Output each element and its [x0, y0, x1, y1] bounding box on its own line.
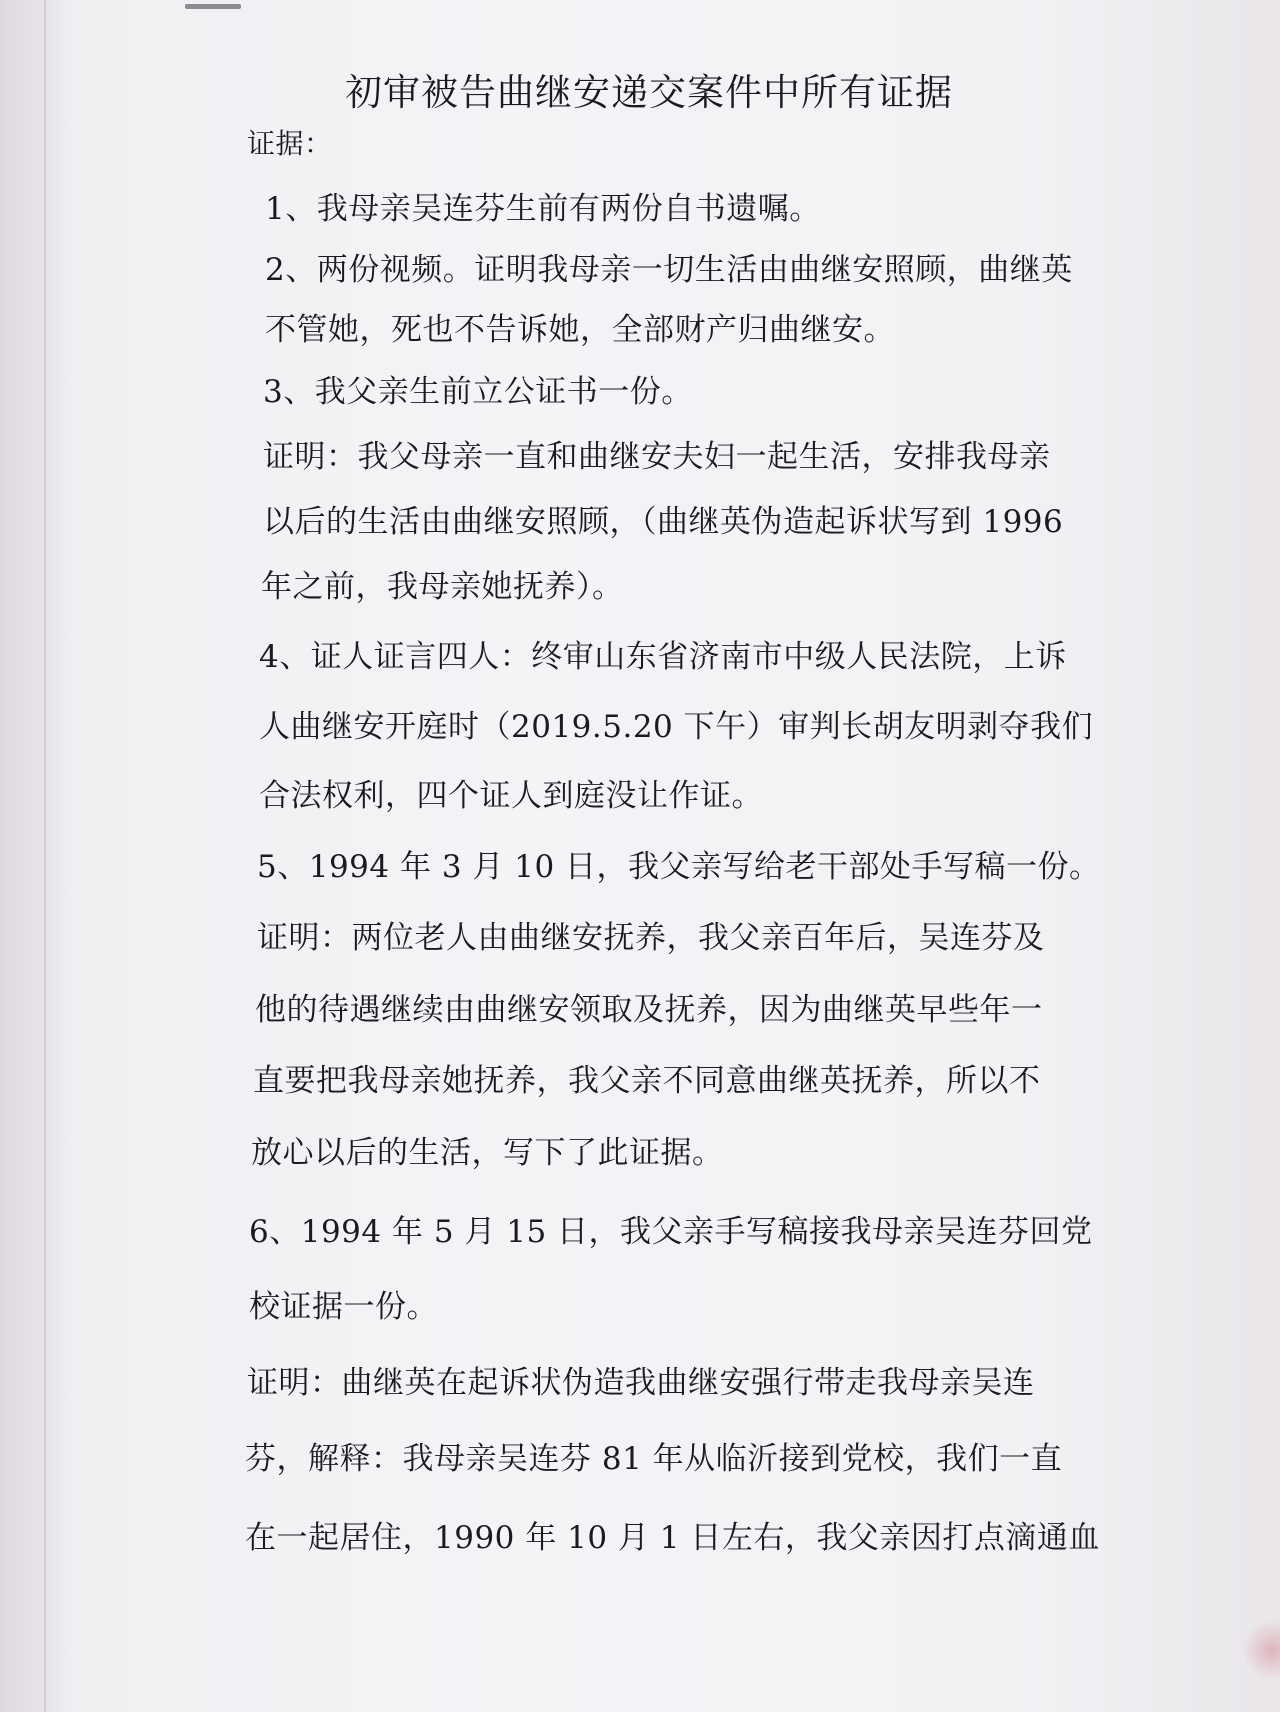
document-title: 初审被告曲继安递交案件中所有证据 — [345, 71, 953, 114]
text-line: 校证据一份。 — [249, 1289, 438, 1325]
text-line: 证明：我父母亲一直和曲继安夫妇一起生活，安排我母亲 — [263, 439, 1051, 475]
evidence-heading: 证据： — [247, 127, 333, 160]
text-line: 1、我母亲吴连芬生前有两份自书遗嘱。 — [265, 191, 821, 227]
text-line: 年之前，我母亲她抚养）。 — [261, 569, 624, 605]
text-line: 5、1994 年 3 月 10 日，我父亲写给老干部处手写稿一份。 — [257, 849, 1101, 885]
text-line: 合法权利，四个证人到庭没让作证。 — [259, 778, 763, 814]
text-line: 放心以后的生活，写下了此证据。 — [251, 1135, 724, 1171]
text-line: 他的待遇继续由曲继安领取及抚养，因为曲继英早些年一 — [255, 992, 1043, 1028]
text-line: 以后的生活由曲继安照顾，（曲继英伪造起诉状写到 1996 — [263, 504, 1064, 540]
text-line: 3、我父亲生前立公证书一份。 — [263, 374, 693, 410]
text-line: 直要把我母亲她抚养，我父亲不同意曲继英抚养，所以不 — [253, 1063, 1041, 1099]
text-line: 2、两份视频。证明我母亲一切生活由曲继安照顾，曲继英 — [265, 252, 1073, 288]
text-line: 芬，解释：我母亲吴连芬 81 年从临沂接到党校，我们一直 — [245, 1441, 1063, 1477]
text-line: 4、证人证言四人：终审山东省济南市中级人民法院，上诉 — [259, 639, 1067, 675]
text-line: 人曲继安开庭时（2019.5.20 下午）审判长胡友明剥夺我们 — [259, 709, 1094, 745]
text-line: 6、1994 年 5 月 15 日，我父亲手写稿接我母亲吴连芬回党 — [249, 1214, 1093, 1250]
text-line: 不管她，死也不告诉她，全部财产归曲继安。 — [265, 312, 895, 348]
text-line: 在一起居住，1990 年 10 月 1 日左右，我父亲因打点滴通血 — [245, 1520, 1100, 1556]
text-line: 证明：曲继英在起诉状伪造我曲继安强行带走我母亲吴连 — [247, 1365, 1035, 1401]
text-line: 证明：两位老人由曲继安抚养，我父亲百年后，吴连芬及 — [257, 920, 1045, 956]
